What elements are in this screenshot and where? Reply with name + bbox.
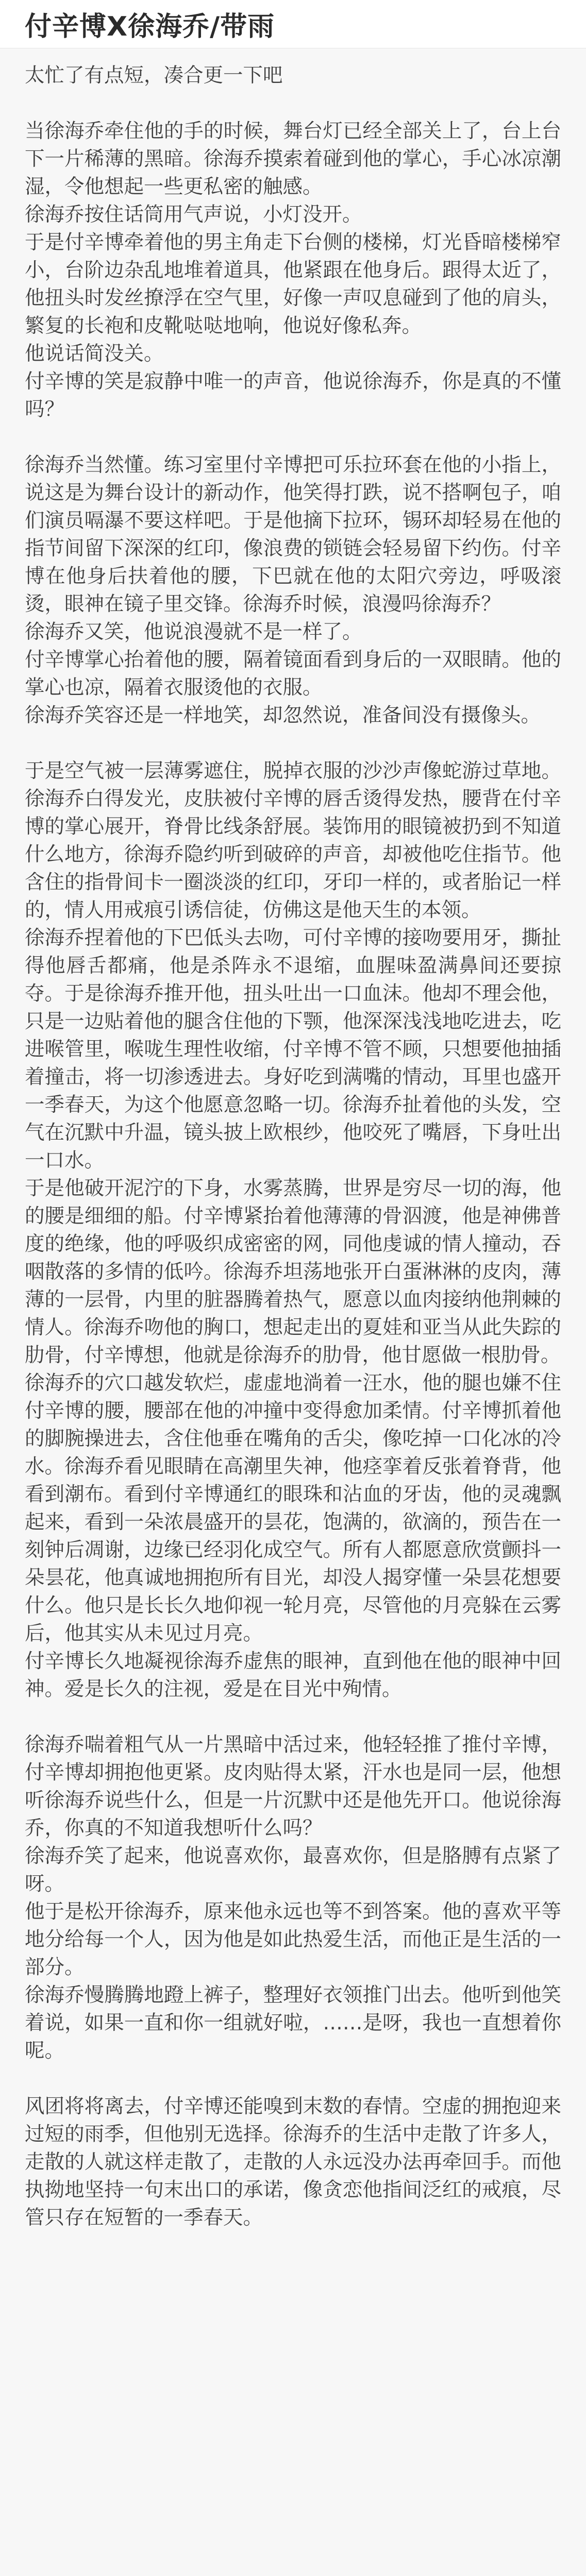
- paragraph: 徐海乔笑了起来，他说喜欢你，最喜欢你，但是胳膊有点紧了呀。: [25, 1844, 561, 1895]
- paragraph: 徐海乔按住话筒用气声说，小灯没开。: [25, 203, 362, 226]
- paragraph: 徐海乔笑容还是一样地笑，却忽然说，准备间没有摄像头。: [25, 704, 541, 727]
- paragraph: 于是空气被一层薄雾遮住，脱掉衣服的沙沙声像蛇游过草地。徐海乔白得发光，皮肤被付辛博的唇舌烫得发热，腰背在付辛博的掌心展开，脊骨比线条舒展。装饰用的眼镜被扔到不知道什么地方，徐海乔隐约听到破碎的声音，却被他吃住指节。他含住的指骨间卡一圈淡淡的红印，牙印一样的，或者胎记一样的，情人用戒痕引诱信徒，仿佛这是他天生的本领。: [25, 759, 561, 922]
- paragraph: 于是他破开泥泞的下身，水雾蒸腾，世界是穷尽一切的海，他的腰是细细的船。付辛博紧抬着他薄薄的骨泅渡，他是神佛普度的绝缘，他的呼吸织成密密的网，同他虔诚的情人撞动，吞咽散落的多情的低吟。徐海乔坦荡地张开白蛋淋淋的皮肉，薄薄的一层骨，内里的脏器腾着热气，愿意以血肉接纳他荆棘的情人。徐海乔吻他的胸口，想起走出的夏娃和亚当从此失踪的肋骨，付辛博想，他就是徐海乔的肋骨，他甘愿做一根肋骨。: [25, 1177, 561, 1367]
- paragraph: 付辛博掌心抬着他的腰，隔着镜面看到身后的一双眼睛。他的掌心也凉，隔着衣服烫他的衣服。: [25, 648, 561, 699]
- paragraph: 徐海乔的穴口越发软烂，虚虚地淌着一汪水，他的腿也嫌不住付辛博的腰，腰部在他的冲撞中变得愈加柔情。付辛博抓着他的脚腕操进去，含住他垂在嘴角的舌尖，像吃掉一口化冰的冷水。徐海乔看见眼睛在高潮里失神，他痉挛着反张着脊背，他看到潮布。看到付辛博通红的眼珠和沾血的牙齿，他的灵魂飘起来，看到一朵浓晨盛开的昙花，饱满的，欲滴的，预告在一刻钟后凋谢，边缘已经羽化成空气。所有人都愿意欣赏颤抖一朵昙花，他真诚地拥抱所有目光，却没人揭穿懂一朵昙花想要什么。他只是长长久地仰视一轮月亮，尽管他的月亮躲在云雾后，他其实从未见过月亮。: [25, 1371, 561, 1645]
- paragraph: 付辛博长久地凝视徐海乔虚焦的眼神，直到他在他的眼神中回神。爱是长久的注视，爱是在目光中殉情。: [25, 1650, 561, 1701]
- paragraph: 他说话简没关。: [25, 342, 164, 365]
- paragraph: 徐海乔喘着粗气从一片黑暗中活过来，他轻轻推了推付辛博，付辛博却拥抱他更紧。皮肉贴得太紧，汗水也是同一层，他想听徐海乔说些什么，但是一片沉默中还是他先开口。他说徐海乔，你真的不知道我想听什么吗？: [25, 1733, 561, 1840]
- paragraph: 徐海乔捏着他的下巴低头去吻，可付辛博的接吻要用牙，撕扯得他唇舌都痛，他是杀阵永不退缩，血腥味盈满鼻间还要掠夺。于是徐海乔推开他，扭头吐出一口血沫。他却不理会他，只是一边贴着他的腿含住他的下颚，他深深浅浅地吃进去，吃进喉管里，喉咙生理性收缩，付辛博不管不顾，只想要他抽插着撞击，将一切渗透进去。身好吃到满嘴的情动，耳里也盛开一季春天，为这个他愿意忽略一切。徐海乔扯着他的头发，空气在沉默中升温，镜头披上欧根纱，他咬死了嘴唇，下身吐出一口水。: [25, 926, 561, 1172]
- paragraph: 太忙了有点短，凑合更一下吧: [25, 64, 283, 87]
- paragraph-gap: [25, 423, 561, 451]
- paragraph: 付辛博的笑是寂静中唯一的声音，他说徐海乔，你是真的不懂吗？: [25, 370, 561, 421]
- paragraph-gap: [25, 2065, 561, 2093]
- paragraph: 徐海乔慢腾腾地蹬上裤子，整理好衣领推门出去。他听到他笑着说，如果一直和你一组就好啦，……是呀，我也一直想着你呢。: [25, 1984, 561, 2062]
- paragraph: 于是付辛博牵着他的男主角走下台侧的楼梯，灯光昏暗楼梯窄小，台阶边杂乱地堆着道具，他紧跟在他身后。跟得太近了，他扭头时发丝撩浮在空气里，好像一声叹息碰到了他的肩头，繁复的长袍和皮靴哒哒地响，他说好像私奔。: [25, 231, 561, 337]
- article-body: [0, 48, 586, 2576]
- paragraph-gap: [25, 730, 561, 757]
- paragraph: 当徐海乔牵住他的手的时候，舞台灯已经全部关上了，台上台下一片稀薄的黑暗。徐海乔摸索着碰到他的掌心，手心冰凉潮湿，令他想起一些更私密的触感。: [25, 120, 561, 198]
- header-bar: [0, 0, 586, 48]
- paragraph: 风团将将离去，付辛博还能嗅到末数的春情。空虚的拥抱迎来过短的雨季，但他别无选择。徐海乔的生活中走散了许多人，走散的人就这样走散了，走散的人永远没办法再牵回手。而他执拗地坚持一句末出口的承诺，像贪恋他指间泛红的戒痕，尽管只存在短暂的一季春天。: [25, 2095, 561, 2229]
- page-title: 付辛博X徐海乔/带雨: [25, 11, 275, 42]
- paragraph-gap: [25, 90, 561, 117]
- paragraph-gap: [25, 1703, 561, 1731]
- paragraph: 徐海乔又笑，他说浪漫就不是一样了。: [25, 620, 362, 643]
- paragraph: 他于是松开徐海乔，原来他永远也等不到答案。他的喜欢平等地分给每一个人，因为他是如此热爱生活，而他正是生活的一部分。: [25, 1900, 561, 1979]
- paragraph: 徐海乔当然懂。练习室里付辛博把可乐拉环套在他的小指上，说这是为舞台设计的新动作，他笑得打跌，说不搭啊包子，咱们演员嗝瀑不要这样吧。于是他摘下拉环，锡环却轻易在他的指节间留下深深的红印，像浪费的锁链会轻易留下约伤。付辛博在他身后扶着他的腰，下巴就在他的太阳穴旁边，呼吸滚烫，眼神在镜子里交锋。徐海乔时候，浪漫吗徐海乔？: [25, 453, 561, 616]
